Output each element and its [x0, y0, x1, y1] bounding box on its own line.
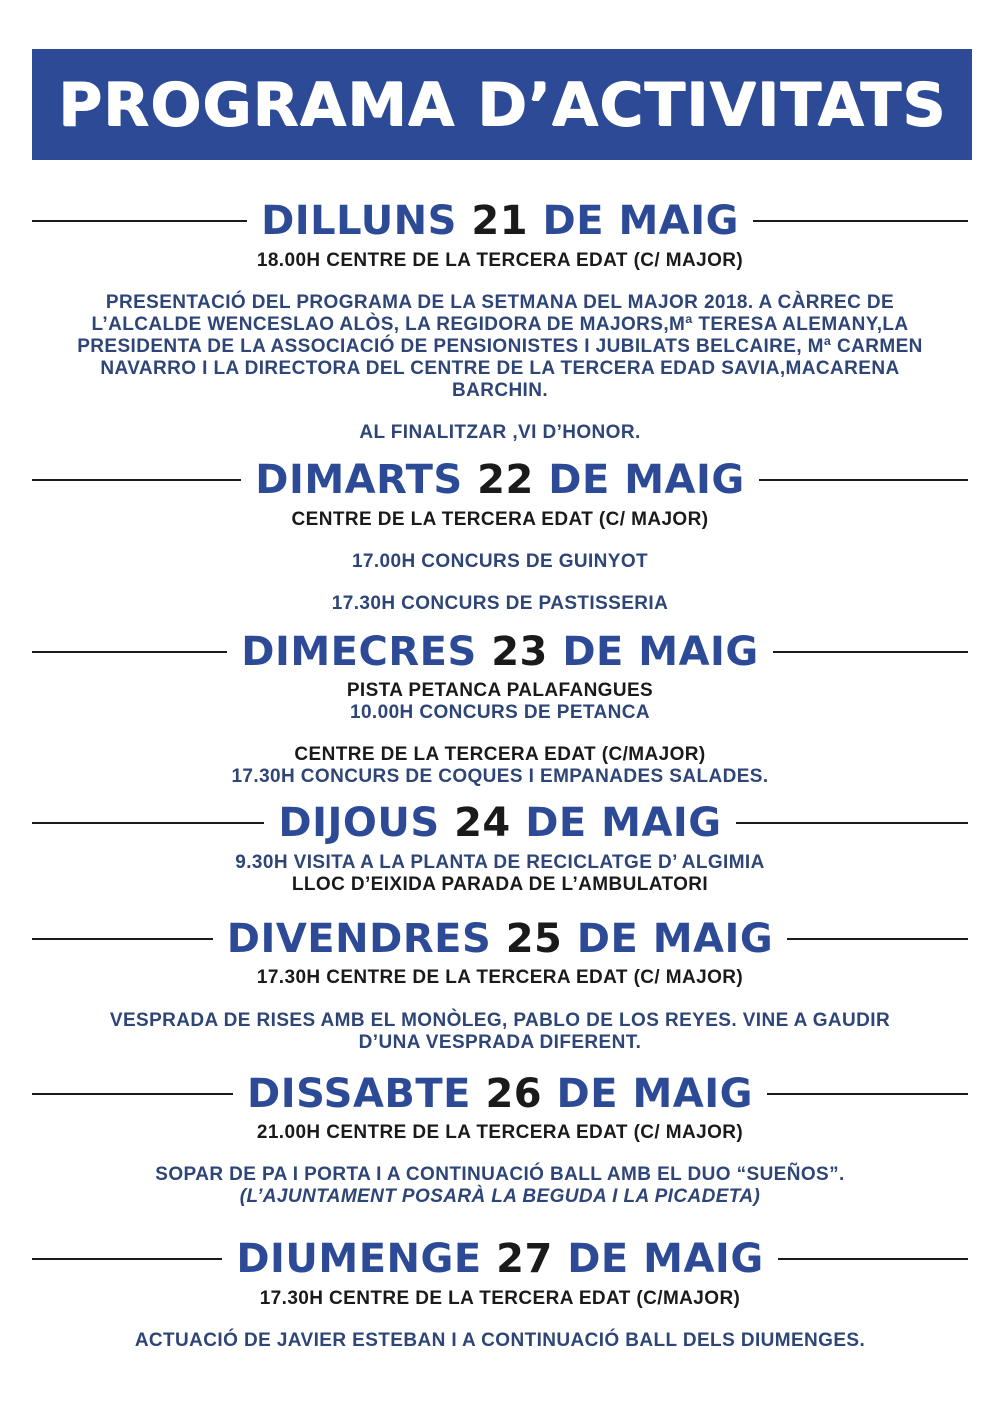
- event-description: AL FINALITZAR ,VI D’HONOR.: [359, 422, 641, 443]
- divider-left: [32, 651, 227, 653]
- event-description: D’UNA VESPRADA DIFERENT.: [358, 1032, 642, 1053]
- divider-left: [32, 1258, 222, 1260]
- divider-left: [32, 938, 213, 940]
- divider-right: [778, 1258, 968, 1260]
- divider-right: [759, 479, 968, 481]
- event-location: CENTRE DE LA TERCERA EDAT (C/MAJOR): [294, 744, 706, 765]
- event-location: CENTRE DE LA TERCERA EDAT (C/ MAJOR): [291, 509, 709, 530]
- event-description: 9.30H VISITA A LA PLANTA DE RECICLATGE D’ ALGIMIA: [235, 852, 765, 873]
- event-description: NAVARRO I LA DIRECTORA DEL CENTRE DE LA TERCERA EDAD SAVIA,MACARENA: [100, 358, 900, 379]
- day-title: DIJOUS 24 DE MAIG: [278, 800, 722, 846]
- event-description: BARCHIN.: [451, 380, 549, 401]
- day-heading-dijous: [32, 793, 968, 853]
- divider-right: [736, 822, 968, 824]
- event-description: 17.00H CONCURS DE GUINYOT: [351, 551, 649, 572]
- event-location: 18.00H CENTRE DE LA TERCERA EDAT (C/ MAJOR): [256, 250, 744, 271]
- day-heading-dissabte: [32, 1064, 968, 1124]
- divider-left: [32, 479, 241, 481]
- day-heading-dimecres: [32, 622, 968, 682]
- day-title: DISSABTE 26 DE MAIG: [247, 1071, 753, 1117]
- day-title: DIUMENGE 27 DE MAIG: [236, 1236, 764, 1282]
- event-description: SOPAR DE PA I PORTA I A CONTINUACIÓ BALL AMB EL DUO “SUEÑOS”.: [155, 1164, 845, 1185]
- event-description: PRESIDENTA DE LA ASSOCIACIÓ DE PENSIONISTES I JUBILATS BELCAIRE, Mª CARMEN: [77, 336, 923, 357]
- event-description: 17.30H CONCURS DE PASTISSERIA: [331, 593, 669, 614]
- event-description: PRESENTACIÓ DEL PROGRAMA DE LA SETMANA DEL MAJOR 2018. A CÀRREC DE: [105, 292, 895, 313]
- day-heading-dilluns: [32, 191, 968, 251]
- event-description: ACTUACIÓ DE JAVIER ESTEBAN I A CONTINUACIÓ BALL DELS DIUMENGES.: [134, 1330, 866, 1351]
- divider-right: [787, 938, 968, 940]
- event-description: VESPRADA DE RISES AMB EL MONÒLEG, PABLO DE LOS REYES. VINE A GAUDIR: [109, 1010, 891, 1031]
- day-heading-diumenge: [32, 1229, 968, 1289]
- event-description: 17.30H CONCURS DE COQUES I EMPANADES SALADES.: [231, 766, 769, 787]
- event-location: 21.00H CENTRE DE LA TERCERA EDAT (C/ MAJOR): [256, 1122, 744, 1143]
- event-location: 17.30H CENTRE DE LA TERCERA EDAT (C/MAJOR): [259, 1288, 741, 1309]
- day-title: DIVENDRES 25 DE MAIG: [226, 916, 774, 962]
- day-title: DIMARTS 22 DE MAIG: [255, 457, 745, 503]
- event-description: 10.00H CONCURS DE PETANCA: [350, 702, 650, 723]
- day-heading-dimarts: [32, 450, 968, 510]
- day-title: DILLUNS 21 DE MAIG: [261, 198, 739, 244]
- divider-left: [32, 1093, 233, 1095]
- day-heading-divendres: [32, 909, 968, 969]
- event-location: LLOC D’EIXIDA PARADA DE L’AMBULATORI: [291, 874, 709, 895]
- divider-left: [32, 822, 264, 824]
- divider-right: [767, 1093, 968, 1095]
- event-note: (L’AJUNTAMENT POSARÀ LA BEGUDA I LA PICADETA): [239, 1186, 761, 1207]
- event-location: PISTA PETANCA PALAFANGUES: [346, 680, 654, 701]
- page-title: PROGRAMA D’ACTIVITATS: [57, 69, 947, 140]
- divider-left: [32, 220, 247, 222]
- event-location: 17.30H CENTRE DE LA TERCERA EDAT (C/ MAJOR): [256, 967, 744, 988]
- divider-right: [773, 651, 968, 653]
- event-description: L’ALCALDE WENCESLAO ALÒS, LA REGIDORA DE MAJORS,Mª TERESA ALEMANY,LA: [91, 314, 909, 335]
- day-title: DIMECRES 23 DE MAIG: [241, 629, 759, 675]
- divider-right: [753, 220, 968, 222]
- title-banner: [32, 49, 972, 160]
